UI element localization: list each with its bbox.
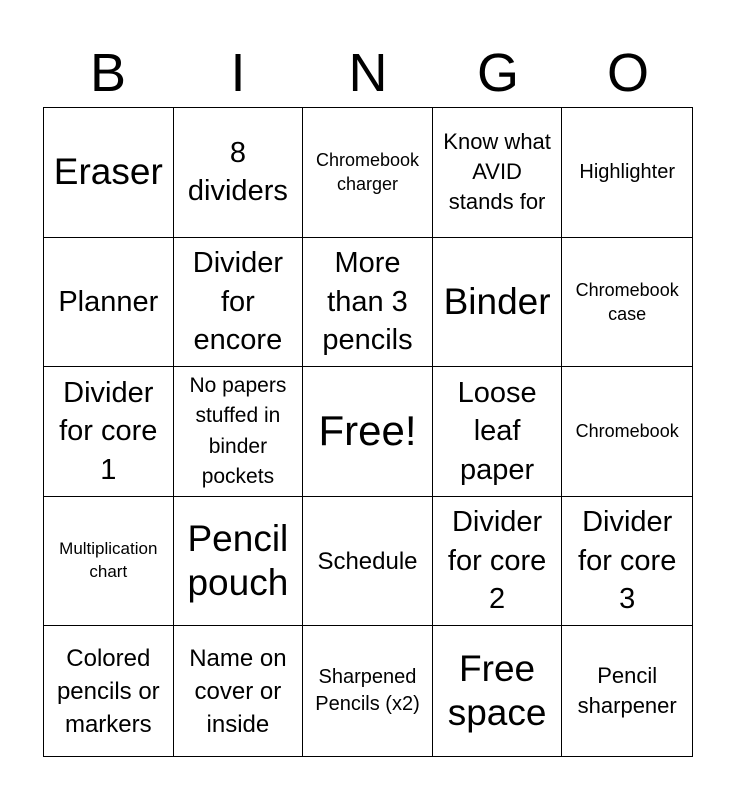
bingo-cell-r2-c2[interactable] — [174, 238, 304, 368]
bingo-cell-r4-c1[interactable] — [44, 497, 174, 627]
bingo-cell-r3-c2[interactable] — [174, 367, 304, 497]
cell-label: Divider for core 3 — [578, 506, 677, 616]
cell-label: Loose leaf paper — [457, 376, 537, 486]
cell-label: Chromebook charger — [315, 150, 420, 195]
bingo-cell-r4-c4[interactable] — [433, 497, 563, 627]
cell-label: Highlighter — [579, 160, 675, 183]
bingo-cell-r5-c3[interactable] — [303, 626, 433, 756]
bingo-cell-r2-c5[interactable] — [562, 238, 692, 368]
cell-label: Colored pencils or markers — [56, 644, 160, 738]
bingo-cell-r4-c5[interactable] — [562, 497, 692, 627]
cell-label: Schedule — [317, 547, 418, 575]
free-space-label: Free! — [318, 407, 417, 455]
bingo-cell-free[interactable] — [303, 367, 433, 497]
bingo-cell-r4-c2[interactable] — [174, 497, 304, 627]
cell-label: Name on cover or inside — [189, 644, 287, 738]
bingo-cell-r1-c2[interactable] — [174, 108, 304, 238]
cell-label: Binder — [443, 280, 551, 322]
bingo-cell-r4-c3[interactable] — [303, 497, 433, 627]
bingo-header — [43, 40, 693, 106]
bingo-cell-r5-c4[interactable] — [433, 626, 563, 756]
cell-label: Eraser — [53, 151, 163, 193]
cell-label: Divider for core 1 — [59, 376, 158, 486]
cell-label: Chromebook case — [575, 279, 679, 324]
bingo-cell-r2-c1[interactable] — [44, 238, 174, 368]
bingo-cell-r5-c5[interactable] — [562, 626, 692, 756]
cell-label: Know what AVID stands for — [443, 128, 551, 215]
bingo-cell-r1-c4[interactable] — [433, 108, 563, 238]
cell-label: Sharpened Pencils (x2) — [315, 665, 420, 716]
bingo-cell-r5-c1[interactable] — [44, 626, 174, 756]
header-letter-n: N — [348, 43, 388, 103]
cell-label: Pencil pouch — [187, 517, 289, 604]
cell-label: Chromebook — [575, 421, 679, 442]
bingo-cell-r1-c1[interactable] — [44, 108, 174, 238]
bingo-cell-r3-c1[interactable] — [44, 367, 174, 497]
bingo-cell-r3-c5[interactable] — [562, 367, 692, 497]
cell-label: Planner — [58, 285, 159, 318]
cell-label: Divider for encore — [192, 247, 284, 357]
cell-label: No papers stuffed in binder pockets — [189, 373, 287, 488]
bingo-cell-r5-c2[interactable] — [174, 626, 304, 756]
bingo-board — [43, 107, 693, 757]
header-letter-g: G — [476, 43, 519, 103]
header-letter-b: B — [89, 43, 127, 103]
cell-label: More than 3 pencils — [322, 247, 413, 357]
bingo-cell-r2-c3[interactable] — [303, 238, 433, 368]
cell-label: Free space — [447, 647, 547, 734]
header-letter-i: I — [230, 43, 246, 103]
cell-label: 8 dividers — [187, 136, 288, 208]
cell-label: Divider for core 2 — [447, 506, 547, 616]
cell-label: Multiplication chart — [59, 539, 158, 582]
bingo-cell-r1-c5[interactable] — [562, 108, 692, 238]
header-letter-o: O — [606, 43, 649, 103]
bingo-cell-r1-c3[interactable] — [303, 108, 433, 238]
bingo-cell-r2-c4[interactable] — [433, 238, 563, 368]
bingo-cell-r3-c4[interactable] — [433, 367, 563, 497]
cell-label: Pencil sharpener — [577, 662, 677, 719]
